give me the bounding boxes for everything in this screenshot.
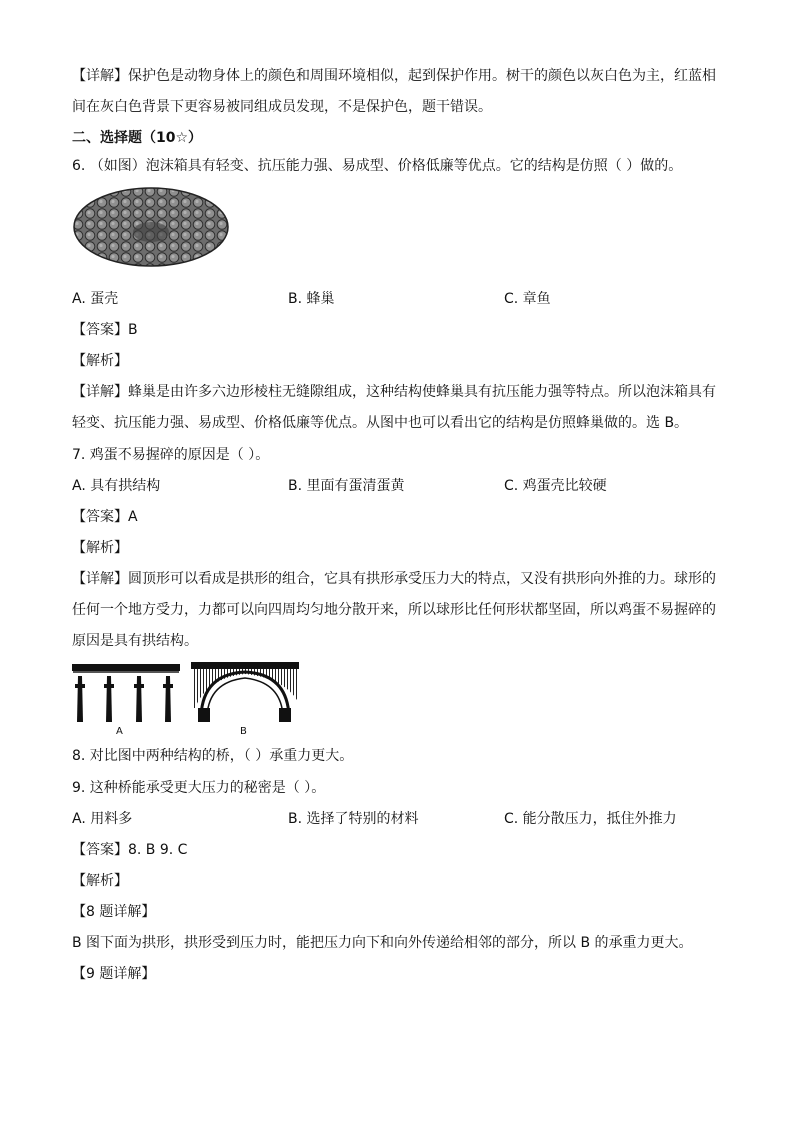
answer: 【答案】A — [72, 509, 138, 525]
question-9: 9. 这种桥能承受更大压力的秘密是（ ）。 — [72, 780, 326, 796]
q7-option-c: C. 鸡蛋壳比较硬 — [504, 478, 607, 494]
q7-option-b: B. 里面有蛋清蛋黄 — [288, 478, 405, 494]
q6-option-b: B. 蜂巢 — [288, 291, 335, 307]
question-6: 6. （如图）泡沫箱具有轻变、抗压能力强、易成型、价格低廉等优点。它的结构是仿照（ ）做的。 — [72, 158, 683, 174]
explanation-line: 原因是具有拱结构。 — [72, 633, 198, 649]
foam-honeycomb-image — [72, 186, 230, 268]
explanation-line: 任何一个地方受力，力都可以向四周均匀地分散开来，所以球形比任何形状都坚固，所以鸡蛋不易握碎的 — [72, 602, 716, 618]
beam-bridge-image — [70, 662, 182, 736]
explanation-line: B 图下面为拱形，拱形受到压力时，能把压力向下和向外传递给相邻的部分，所以 B 的承重力更大。 — [72, 935, 693, 951]
question-8: 8. 对比图中两种结构的桥，（ ）承重力更大。 — [72, 748, 354, 764]
q9-option-a: A. 用料多 — [72, 811, 133, 827]
subquestion-heading: 【9 题详解】 — [72, 966, 156, 982]
q6-option-c: C. 章鱼 — [504, 291, 551, 307]
explanation-line: 间在灰白色背景下更容易被同组成员发现，不是保护色，题干错误。 — [72, 99, 492, 115]
answer: 【答案】8. B 9. C — [72, 842, 188, 858]
explanation-line: 【详解】蜂巢是由许多六边形棱柱无缝隙组成，这种结构使蜂巢具有抗压能力强等特点。所以泡沫箱具有 — [72, 384, 716, 400]
q9-option-c: C. 能分散压力，抵住外推力 — [504, 811, 677, 827]
analysis-label: 【解析】 — [72, 873, 128, 889]
explanation-line: 【详解】圆顶形可以看成是拱形的组合，它具有拱形承受压力大的特点，又没有拱形向外推的力。球形的 — [72, 571, 716, 587]
q9-option-b: B. 选择了特别的材料 — [288, 811, 419, 827]
analysis-label: 【解析】 — [72, 353, 128, 369]
question-7: 7. 鸡蛋不易握碎的原因是（ ）。 — [72, 447, 270, 463]
q6-option-a: A. 蛋壳 — [72, 291, 119, 307]
bridge-b-label: B — [240, 726, 247, 737]
q7-option-a: A. 具有拱结构 — [72, 478, 161, 494]
analysis-label: 【解析】 — [72, 540, 128, 556]
arch-bridge-image — [187, 660, 303, 738]
answer: 【答案】B — [72, 322, 138, 338]
explanation-line: 轻变、抗压能力强、易成型、价格低廉等优点。从图中也可以看出它的结构是仿照蜂巢做的。选 B。 — [72, 415, 689, 431]
section-heading: 二、选择题（10☆） — [72, 130, 203, 146]
explanation-line: 【详解】保护色是动物身体上的颜色和周围环境相似，起到保护作用。树干的颜色以灰白色为主，红蓝相 — [72, 68, 716, 84]
subquestion-heading: 【8 题详解】 — [72, 904, 156, 920]
bridge-a-label: A — [116, 726, 123, 736]
